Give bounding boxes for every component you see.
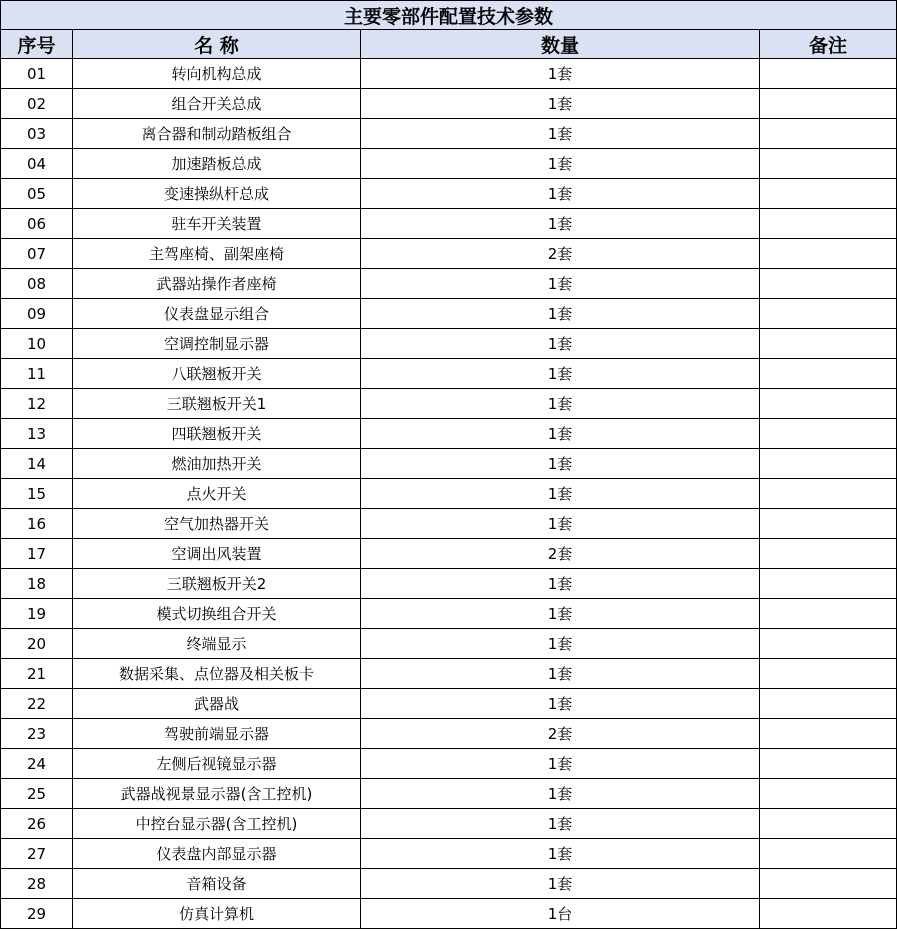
cell-remark (760, 359, 897, 389)
cell-remark (760, 689, 897, 719)
cell-remark (760, 839, 897, 869)
cell-name: 空调出风装置 (73, 539, 361, 569)
cell-remark (760, 659, 897, 689)
cell-quantity: 2套 (361, 719, 760, 749)
cell-index: 15 (1, 479, 73, 509)
cell-name: 仿真计算机 (73, 899, 361, 929)
table-row (1, 479, 897, 509)
cell-quantity: 1套 (361, 419, 760, 449)
table-row (1, 779, 897, 809)
cell-remark (760, 269, 897, 299)
cell-name: 三联翘板开关2 (73, 569, 361, 599)
table-row (1, 539, 897, 569)
cell-quantity: 1套 (361, 809, 760, 839)
table-title: 主要零部件配置技术参数 (1, 1, 897, 30)
cell-quantity: 1套 (361, 839, 760, 869)
cell-index: 29 (1, 899, 73, 929)
cell-name: 终端显示 (73, 629, 361, 659)
cell-quantity: 1套 (361, 209, 760, 239)
table-row (1, 569, 897, 599)
table-row (1, 509, 897, 539)
table-row (1, 449, 897, 479)
cell-quantity: 1套 (361, 329, 760, 359)
cell-quantity: 2套 (361, 239, 760, 269)
cell-remark (760, 179, 897, 209)
cell-remark (760, 149, 897, 179)
table-row (1, 719, 897, 749)
cell-quantity: 1套 (361, 359, 760, 389)
cell-name: 数据采集、点位器及相关板卡 (73, 659, 361, 689)
header-quantity: 数量 (361, 30, 760, 59)
cell-index: 07 (1, 239, 73, 269)
cell-quantity: 1套 (361, 749, 760, 779)
table-row (1, 419, 897, 449)
cell-name: 空气加热器开关 (73, 509, 361, 539)
cell-name: 空调控制显示器 (73, 329, 361, 359)
table-body (1, 59, 897, 929)
cell-quantity: 1套 (361, 149, 760, 179)
cell-index: 02 (1, 89, 73, 119)
cell-remark (760, 449, 897, 479)
cell-quantity: 1套 (361, 569, 760, 599)
cell-index: 25 (1, 779, 73, 809)
cell-name: 武器战 (73, 689, 361, 719)
cell-remark (760, 329, 897, 359)
cell-index: 04 (1, 149, 73, 179)
cell-remark (760, 779, 897, 809)
cell-quantity: 1套 (361, 269, 760, 299)
cell-name: 八联翘板开关 (73, 359, 361, 389)
cell-index: 09 (1, 299, 73, 329)
cell-remark (760, 479, 897, 509)
cell-name: 中控台显示器(含工控机) (73, 809, 361, 839)
table-row (1, 749, 897, 779)
cell-remark (760, 569, 897, 599)
cell-index: 11 (1, 359, 73, 389)
cell-remark (760, 629, 897, 659)
cell-remark (760, 59, 897, 89)
table-row (1, 89, 897, 119)
header-remark: 备注 (760, 30, 897, 59)
cell-quantity: 1套 (361, 479, 760, 509)
cell-name: 仪表盘显示组合 (73, 299, 361, 329)
cell-name: 四联翘板开关 (73, 419, 361, 449)
cell-name: 变速操纵杆总成 (73, 179, 361, 209)
table-row (1, 839, 897, 869)
cell-quantity: 1套 (361, 119, 760, 149)
cell-index: 14 (1, 449, 73, 479)
cell-index: 03 (1, 119, 73, 149)
cell-name: 左侧后视镜显示器 (73, 749, 361, 779)
table-row (1, 239, 897, 269)
table-header-row (1, 30, 897, 59)
table-row (1, 659, 897, 689)
cell-index: 06 (1, 209, 73, 239)
cell-index: 10 (1, 329, 73, 359)
cell-name: 主驾座椅、副架座椅 (73, 239, 361, 269)
cell-index: 23 (1, 719, 73, 749)
table-row (1, 329, 897, 359)
cell-quantity: 1套 (361, 299, 760, 329)
header-index: 序号 (1, 30, 73, 59)
table-row (1, 209, 897, 239)
cell-remark (760, 239, 897, 269)
cell-remark (760, 419, 897, 449)
cell-remark (760, 809, 897, 839)
cell-name: 驾驶前端显示器 (73, 719, 361, 749)
cell-index: 22 (1, 689, 73, 719)
table-row (1, 299, 897, 329)
cell-remark (760, 509, 897, 539)
cell-remark (760, 899, 897, 929)
cell-quantity: 1套 (361, 449, 760, 479)
cell-name: 武器站操作者座椅 (73, 269, 361, 299)
cell-remark (760, 119, 897, 149)
table-row (1, 389, 897, 419)
table-row (1, 599, 897, 629)
cell-quantity: 1套 (361, 689, 760, 719)
cell-index: 21 (1, 659, 73, 689)
cell-index: 24 (1, 749, 73, 779)
table-row (1, 629, 897, 659)
cell-index: 18 (1, 569, 73, 599)
cell-quantity: 1套 (361, 389, 760, 419)
table-row (1, 899, 897, 929)
table-row (1, 869, 897, 899)
cell-quantity: 1套 (361, 869, 760, 899)
cell-quantity: 2套 (361, 539, 760, 569)
table-row (1, 59, 897, 89)
cell-name: 仪表盘内部显示器 (73, 839, 361, 869)
cell-name: 模式切换组合开关 (73, 599, 361, 629)
cell-name: 三联翘板开关1 (73, 389, 361, 419)
cell-quantity: 1套 (361, 629, 760, 659)
table-row (1, 359, 897, 389)
cell-name: 音箱设备 (73, 869, 361, 899)
cell-index: 19 (1, 599, 73, 629)
cell-remark (760, 539, 897, 569)
table-row (1, 179, 897, 209)
cell-name: 加速踏板总成 (73, 149, 361, 179)
cell-remark (760, 209, 897, 239)
cell-index: 13 (1, 419, 73, 449)
cell-name: 点火开关 (73, 479, 361, 509)
cell-quantity: 1套 (361, 779, 760, 809)
cell-index: 20 (1, 629, 73, 659)
cell-quantity: 1套 (361, 89, 760, 119)
table-row (1, 689, 897, 719)
cell-quantity: 1套 (361, 599, 760, 629)
table-row (1, 149, 897, 179)
cell-remark (760, 869, 897, 899)
cell-name: 驻车开关装置 (73, 209, 361, 239)
cell-remark (760, 389, 897, 419)
table-title-row (1, 1, 897, 30)
cell-remark (760, 719, 897, 749)
cell-index: 28 (1, 869, 73, 899)
table-row (1, 269, 897, 299)
table-row (1, 809, 897, 839)
cell-remark (760, 89, 897, 119)
cell-quantity: 1台 (361, 899, 760, 929)
cell-remark (760, 749, 897, 779)
cell-index: 01 (1, 59, 73, 89)
cell-quantity: 1套 (361, 509, 760, 539)
cell-index: 08 (1, 269, 73, 299)
cell-quantity: 1套 (361, 179, 760, 209)
header-name: 名 称 (73, 30, 361, 59)
cell-index: 27 (1, 839, 73, 869)
cell-quantity: 1套 (361, 659, 760, 689)
cell-quantity: 1套 (361, 59, 760, 89)
cell-remark (760, 599, 897, 629)
cell-index: 05 (1, 179, 73, 209)
cell-name: 组合开关总成 (73, 89, 361, 119)
cell-name: 燃油加热开关 (73, 449, 361, 479)
table-row (1, 119, 897, 149)
cell-index: 16 (1, 509, 73, 539)
cell-index: 12 (1, 389, 73, 419)
cell-index: 17 (1, 539, 73, 569)
cell-name: 离合器和制动踏板组合 (73, 119, 361, 149)
cell-name: 武器战视景显示器(含工控机) (73, 779, 361, 809)
cell-index: 26 (1, 809, 73, 839)
cell-remark (760, 299, 897, 329)
cell-name: 转向机构总成 (73, 59, 361, 89)
